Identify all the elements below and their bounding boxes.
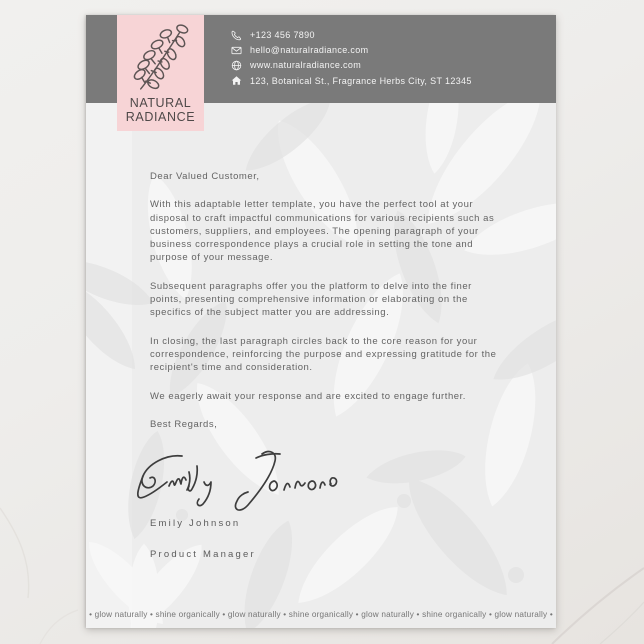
globe-icon	[231, 60, 242, 71]
contact-list	[231, 30, 472, 86]
closing-line: Best Regards,	[150, 418, 218, 430]
brand-name-line1: NATURAL	[129, 96, 192, 110]
email-icon	[231, 45, 242, 56]
brand-name-line2: RADIANCE	[125, 110, 196, 124]
home-icon	[231, 75, 242, 86]
footer-tagline: • glow naturally • shine organically • glow naturally • shine organically • glow naturally • shine organically • glow naturally •	[89, 610, 553, 619]
phone-icon	[231, 30, 242, 41]
letter-body	[150, 170, 502, 562]
email-address: hello@naturalradiance.com	[250, 45, 369, 56]
phone-number: +123 456 7890	[250, 30, 315, 41]
brand-logo-panel	[117, 15, 204, 131]
letter-paragraph-4: We eagerly await your response and are excited to engage further.	[150, 390, 466, 402]
letter-paragraph-3: In closing, the last paragraph circles back to the core reason for your correspondence, reinforcing the purpose and expressing gratitude for the recipient's time and consideration.	[150, 335, 497, 374]
letter-paragraph-1: With this adaptable letter template, you have the perfect tool at your disposal to craft impactful communications for various recipients such as customers, suppliers, and employees. The opening paragraph of your business correspondence plays a crucial role in setting the tone and purpose of your message.	[150, 199, 495, 264]
signer-title: Product Manager	[150, 548, 256, 560]
handwritten-signature	[134, 446, 349, 516]
botanical-branch-icon	[132, 24, 190, 94]
contact-row-email	[231, 45, 472, 56]
contact-row-phone	[231, 30, 472, 41]
contact-row-address	[231, 75, 472, 86]
website-url: www.naturalradiance.com	[250, 60, 362, 71]
contact-row-website	[231, 60, 472, 71]
street-address: 123, Botanical St., Fragrance Herbs City, ST 12345	[250, 75, 472, 86]
salutation: Dear Valued Customer,	[150, 171, 260, 182]
signer-name: Emily Johnson	[150, 518, 241, 530]
brand-name	[117, 96, 204, 124]
letter-paragraph-2: Subsequent paragraphs offer you the platform to delve into the finer points, presenting comprehensive information or elaborating on the specifics of the subject matter you are addressing.	[150, 280, 472, 319]
letterhead-page	[86, 15, 556, 628]
